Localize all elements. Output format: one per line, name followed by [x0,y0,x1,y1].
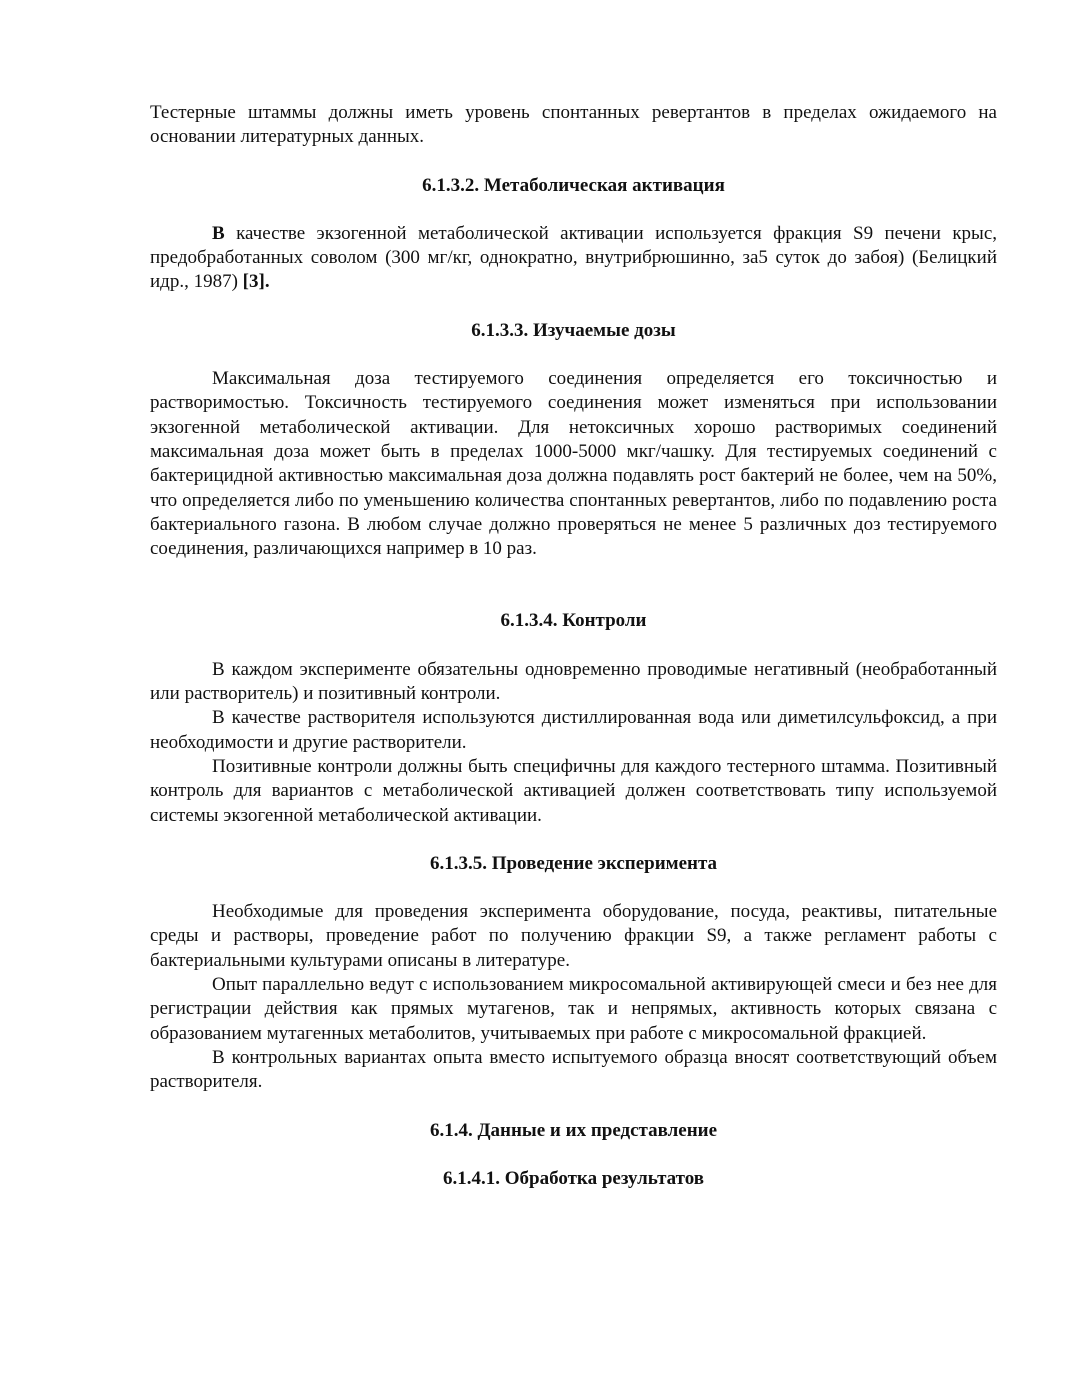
heading-6-1-4-1: 6.1.4.1. Обработка результатов [442,1167,705,1189]
heading-6-1-4: 6.1.4. Данные и их представление [429,1119,718,1141]
controls-paragraph-1: В каждом эксперименте обязательны одновременно проводимые негативный (необработанный или растворитель) и позитивный контроли. [150,658,997,705]
controls-paragraph-3: Позитивные контроли должны быть специфичны для каждого тестерного штамма. Позитивный контроль для вариантов с метаболической активацией должен соответствовать типу используемой системы экзогенной метаболической активации. [150,755,997,826]
doses-paragraph: Максимальная доза тестируемого соединения определяется его токсичностью и растворимостью. Токсичность тестируемого соединения может изменяться при использовании экзогенной метаболической активации. Для нетоксичных хорошо растворимых соединений максимальная доза может быть в пределах 1000-5000 мкг/чашку. Для тестируемых соединений с бактерицидной активностью максимальная доза должна подавлять рост бактерий не более, чем на 50%, что определяется либо по уменьшению количества спонтанных ревертантов, либо по подавлению роста бактериального газона. В любом случае должно проверяться не менее 5 различных доз тестируемого соединения, различающихся например в 10 раз. [150,368,997,560]
metabolic-activation-text: качестве экзогенной метаболической активации используется фракция S9 печени крыс, предобработанных соволом (300 мг/кг, однократно, внутрибрюшинно, за5 суток до забоя) (Белицкий идр., 1987) [150,222,997,293]
heading-6-1-3-5: 6.1.3.5. Проведение эксперимента [429,852,718,874]
bold-lead-letter: В [212,222,225,244]
experiment-paragraph-1: Необходимые для проведения эксперимента оборудование, посуда, реактивы, питательные среды и растворы, проведение работ по получению фракции S9, а также регламент работы с бактериальными культурами описаны в литературе. [150,901,997,971]
heading-6-1-3-4: 6.1.3.4. Контроли [500,610,647,632]
document-page [150,101,997,1191]
experiment-paragraph-2: Опыт параллельно ведут с использованием микросомальной активирующей смеси и без нее для регистрации действия как прямых мутагенов, так и непрямых, активность которых связана с образованием мутагенных метаболитов, учитываемых при работе с микросомальной фракцией. [150,974,997,1044]
heading-6-1-3-2: 6.1.3.2. Метаболическая активация [422,174,725,196]
metabolic-activation-paragraph [150,222,997,295]
reference-3: [3]. [242,271,270,293]
controls-paragraph-2: В качестве растворителя используются дистиллированная вода или диметилсульфоксид, а при необходимости и другие растворители. [150,707,997,753]
experiment-paragraph-3: В контрольных вариантах опыта вместо испытуемого образца вносят соответствующий объем растворителя. [150,1046,997,1093]
intro-paragraph: Тестерные штаммы должны иметь уровень спонтанных ревертантов в пределах ожидаемого на основании литературных данных. [150,102,997,148]
heading-6-1-3-3: 6.1.3.3. Изучаемые дозы [471,319,676,341]
